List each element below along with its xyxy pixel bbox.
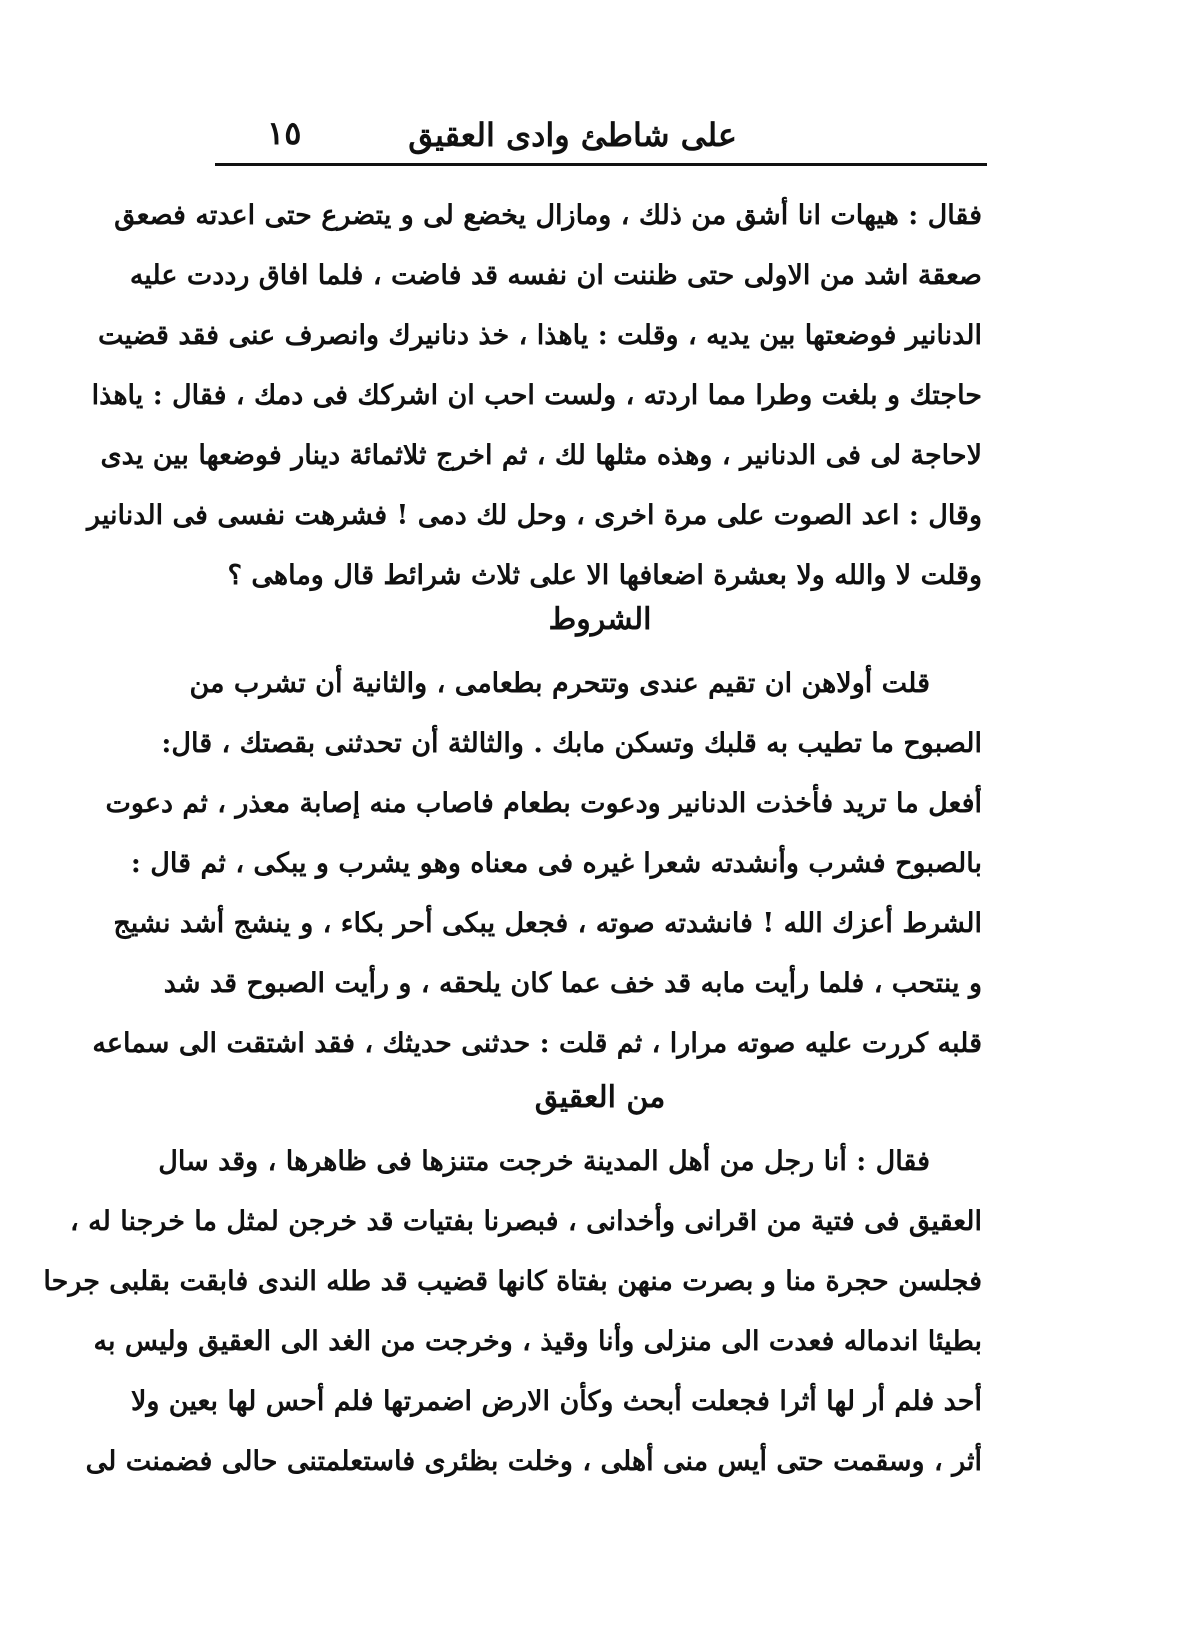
text-line: الصبوح ما تطيب به قلبك وتسكن مابك . والثالثة أن تحدثنى بقصتك ، قال:	[161, 728, 982, 759]
text-line: فقال : أنا رجل من أهل المدينة خرجت متنزها فى ظاهرها ، وقد سال	[158, 1146, 930, 1177]
text-line: قلت أولاهن ان تقيم عندى وتتحرم بطعامى ، والثانية أن تشرب من	[189, 668, 930, 699]
text-line: لاحاجة لى فى الدنانير ، وهذه مثلها لك ، ثم اخرج ثلاثمائة دينار فوضعها بين يدى	[100, 440, 982, 471]
text-line: فجلسن حجرة منا و بصرت منهن بفتاة كانها قضيب قد طله الندى فابقت بقلبى جرحا	[43, 1266, 982, 1297]
page-header	[215, 108, 987, 160]
paragraph-1	[86, 186, 982, 606]
text-line: صعقة اشد من الاولى حتى ظننت ان نفسه قد فاضت ، فلما افاق رددت عليه	[129, 260, 982, 291]
text-line: الدنانير فوضعتها بين يديه ، وقلت : ياهذا ، خذ دنانيرك وانصرف عنى فقد قضيت	[97, 320, 982, 351]
text-line: فقال : هيهات انا أشق من ذلك ، ومازال يخضع لى و يتضرع حتى اعدته فصعق	[114, 200, 982, 231]
text-line: حاجتك و بلغت وطرا مما اردته ، ولست احب ان اشركك فى دمك ، فقال : ياهذا	[91, 380, 982, 411]
running-title: على شاطئ وادى العقيق	[408, 116, 737, 154]
section-heading-conditions: الشروط	[548, 602, 652, 637]
text-line: وقال : اعد الصوت على مرة اخرى ، وحل لك دمى ! فشرهت نفسى فى الدنانير	[86, 500, 982, 531]
text-line: الشرط أعزك الله ! فانشدته صوته ، فجعل يبكى أحر بكاء ، و ينشج أشد نشيج	[113, 908, 982, 939]
text-line: أثر ، وسقمت حتى أيس منى أهلى ، وخلت بظئرى فاستعلمتنى حالى فضمنت لى	[85, 1446, 982, 1477]
text-line: بطيئا اندماله فعدت الى منزلى وأنا وقيذ ، وخرجت من الغد الى العقيق وليس به	[93, 1326, 982, 1357]
section-heading-aqiq: من العقيق	[534, 1080, 666, 1115]
header-rule	[215, 163, 987, 166]
paragraph-3	[43, 1132, 982, 1492]
text-line: و ينتحب ، فلما رأيت مابه قد خف عما كان يلحقه ، و رأيت الصبوح قد شد	[163, 968, 982, 999]
paragraph-2	[92, 654, 982, 1074]
text-line: بالصبوح فشرب وأنشدته شعرا غيره فى معناه وهو يشرب و يبكى ، ثم قال :	[130, 848, 982, 879]
text-line: أفعل ما تريد فأخذت الدنانير ودعوت بطعام فاصاب منه إصابة معذر ، ثم دعوت	[105, 788, 982, 819]
page-number: ١٥	[267, 114, 302, 152]
text-line: أحد فلم أر لها أثرا فجعلت أبحث وكأن الارض اضمرتها فلم أحس لها بعين ولا	[130, 1386, 982, 1417]
text-line: وقلت لا والله ولا بعشرة اضعافها الا على ثلاث شرائط قال وماهى ؟	[227, 560, 982, 591]
text-line: العقيق فى فتية من اقرانى وأخدانى ، فبصرنا بفتيات قد خرجن لمثل ما خرجنا له ،	[70, 1206, 982, 1237]
text-line: قلبه كررت عليه صوته مرارا ، ثم قلت : حدثنى حديثك ، فقد اشتقت الى سماعه	[92, 1028, 982, 1059]
